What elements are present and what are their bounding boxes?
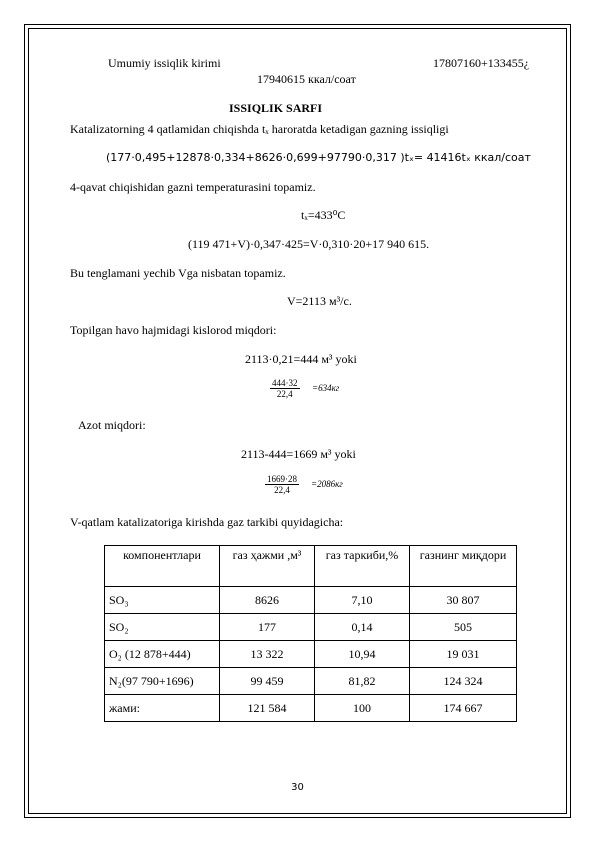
fraction-numerator: 444·32 [272, 378, 298, 388]
column-header: компонентлари [105, 546, 220, 587]
column-header: газнинг миқдори [410, 546, 517, 587]
section-heading: ISSIQLIK SARFI [229, 101, 323, 115]
paragraph-temperature: 4-qavat chiqishidan gazni temperaturasini topamiz. [70, 180, 316, 194]
table-row [105, 695, 517, 722]
paragraph-composition: V-qatlam katalizatoriga kirishda gaz tarkibi quyidagicha: [70, 515, 344, 529]
table-cell: 121 584 [220, 695, 315, 722]
paragraph-oxygen: Topilgan havo hajmidagi kislorod miqdori: [70, 323, 277, 337]
table-cell: 8626 [220, 587, 315, 614]
table-cell: 174 667 [410, 695, 517, 722]
column-header: газ ҳажми ,м³ [220, 546, 315, 587]
total-heat-input-value: 17940615 ккал/соат [257, 72, 356, 86]
equation-gas-heat: (177·0,495+12878·0,334+8626·0,699+97790·0,317 )tₓ= 41416tₓ ккал/соат [106, 151, 531, 164]
table-cell: 19 031 [410, 641, 517, 668]
table-cell: 0,14 [315, 614, 410, 641]
table-row [105, 587, 517, 614]
table-cell: SO₂ [105, 614, 220, 641]
equation-oxygen: 2113·0,21=444 м³ yoki [245, 352, 357, 366]
column-header: газ таркиби,% [315, 546, 410, 587]
table-row [105, 614, 517, 641]
table-header-row [105, 546, 517, 587]
equation-nitrogen: 2113-444=1669 м³ yoki [241, 447, 356, 461]
paragraph-gas-heat: Katalizatorning 4 qatlamidan chiqishda tₓ haroratda ketadigan gazning issiqligi [70, 122, 449, 136]
table-cell: O₂ (12 878+444) [105, 641, 220, 668]
fraction-result: =634кг [312, 383, 340, 393]
fraction-result: =2086кг [311, 479, 343, 489]
fraction-denominator: 22,4 [276, 389, 293, 399]
gas-composition-table [104, 545, 517, 722]
table-cell: 10,94 [315, 641, 410, 668]
table-cell: 505 [410, 614, 517, 641]
table-cell: 30 807 [410, 587, 517, 614]
table-cell: SO₃ [105, 587, 220, 614]
total-heat-input-sum: 17807160+133455¿ [433, 56, 530, 70]
table-cell: 100 [315, 695, 410, 722]
fraction-nitrogen-mass [265, 474, 343, 495]
paragraph-nitrogen: Azot miqdori: [78, 418, 146, 432]
fraction-oxygen-mass [270, 378, 340, 399]
total-heat-input-label: Umumiy issiqlik kirimi [108, 56, 221, 70]
fraction-numerator: 1669·28 [267, 474, 297, 484]
table-row [105, 641, 517, 668]
table-cell: 7,10 [315, 587, 410, 614]
equation-balance: (119 471+V)·0,347·425=V·0,310·20+17 940 615. [188, 237, 430, 251]
equation-volume: V=2113 м³/с. [287, 294, 352, 308]
table-cell: 99 459 [220, 668, 315, 695]
table-cell: 81,82 [315, 668, 410, 695]
table-cell: N₂(97 790+1696) [105, 668, 220, 695]
fraction-denominator: 22,4 [274, 485, 290, 495]
equation-temperature: tₓ=433⁰C [301, 208, 346, 222]
table-cell: 124 324 [410, 668, 517, 695]
table-cell: 13 322 [220, 641, 315, 668]
table-row [105, 668, 517, 695]
table-cell: 177 [220, 614, 315, 641]
table-cell: жами: [105, 695, 220, 722]
page-number: 30 [291, 782, 304, 793]
paragraph-solve: Bu tenglamani yechib Vga nisbatan topamiz. [70, 266, 286, 280]
